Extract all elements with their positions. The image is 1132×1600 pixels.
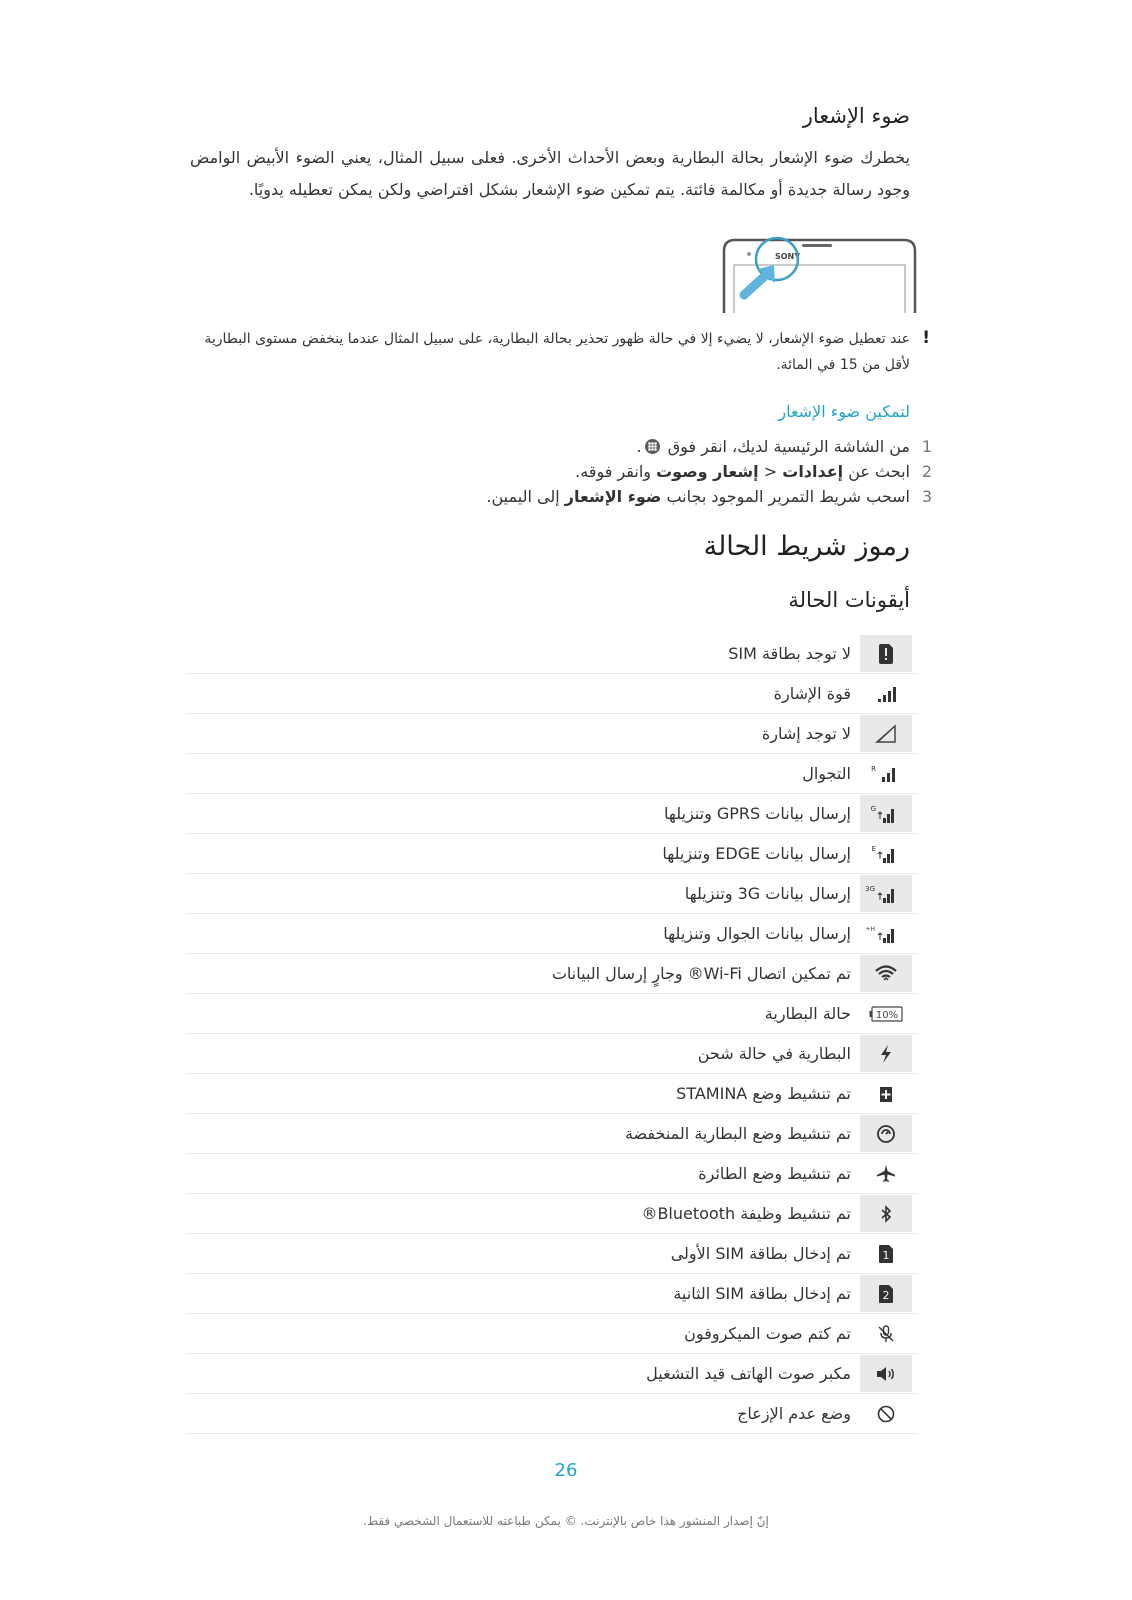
status-icon-label: تم تنشيط وضع STAMINA <box>676 1084 851 1103</box>
no-signal-icon <box>875 724 897 744</box>
status-icon-label: التجوال <box>802 764 851 783</box>
bluetooth-icon <box>879 1204 893 1224</box>
mobile-data-icon <box>865 923 897 945</box>
step-text-end: إلى اليمين. <box>486 487 565 506</box>
status-icon-label: لا توجد بطاقة SIM <box>728 644 851 663</box>
status-icons-subtitle: أيقونات الحالة <box>788 588 910 612</box>
page-footer: إنّ إصدار المنشور هذا خاص بالإنترنت. © يمكن طباعته للاستعمال الشخصي فقط. <box>363 1514 769 1528</box>
status-icon-label: إرسال بيانات الجوال وتنزيلها <box>663 924 851 943</box>
table-row <box>186 1194 917 1234</box>
status-icon-label: تم تمكين اتصال Wi-Fi® وجارٍ إرسال البيانات <box>551 964 851 983</box>
edge-icon <box>871 843 897 865</box>
status-icon-label: إرسال بيانات GPRS وتنزيلها <box>663 804 851 823</box>
roaming-icon <box>871 764 897 784</box>
speaker-icon <box>875 1364 897 1384</box>
low-battery-mode-icon <box>876 1124 896 1144</box>
battery-percent-text: 10% <box>875 1009 899 1021</box>
status-icon-label: حالة البطارية <box>764 1004 851 1023</box>
status-icon-label: تم إدخال بطاقة SIM الثانية <box>673 1284 851 1303</box>
status-icon-label: تم تنشيط وضع البطارية المنخفضة <box>624 1124 851 1143</box>
phone-brand-text: SONY <box>774 252 800 261</box>
svg-text:R: R <box>871 764 876 773</box>
phone-illustration <box>722 237 917 313</box>
svg-text:H+: H+ <box>865 925 875 933</box>
status-bar-icons-title: رموز شريط الحالة <box>703 531 910 562</box>
table-row <box>186 1034 917 1074</box>
status-icon-label: تم تنشيط وظيفة Bluetooth® <box>641 1204 851 1223</box>
step-text: من الشاشة الرئيسية لديك، انقر فوق <box>662 437 910 456</box>
warning-icon: ! <box>922 328 930 348</box>
svg-text:G: G <box>870 804 876 813</box>
table-row <box>186 1154 917 1194</box>
battery-icon <box>869 1005 903 1023</box>
status-icon-label: إرسال بيانات EDGE وتنزيلها <box>662 844 851 863</box>
table-row <box>186 1274 917 1314</box>
status-icon-label: قوة الإشارة <box>773 684 851 703</box>
table-row <box>186 1114 917 1154</box>
table-row <box>186 1314 917 1354</box>
step-number: 1 <box>921 437 933 456</box>
status-icon-label: مكبر صوت الهاتف قيد التشغيل <box>646 1364 851 1383</box>
do-not-disturb-icon <box>876 1404 896 1424</box>
status-icon-label: لا توجد إشارة <box>761 724 851 743</box>
wifi-icon <box>875 964 897 984</box>
status-icon-label: البطارية في حالة شحن <box>697 1044 851 1063</box>
table-row <box>186 994 917 1034</box>
step-text-end: وانقر فوقه. <box>575 462 657 481</box>
table-row <box>186 714 917 754</box>
no-sim-icon <box>876 643 896 665</box>
sim1-number: 1 <box>882 1248 890 1262</box>
step-text-end: . <box>636 437 642 456</box>
table-row <box>186 914 917 954</box>
gprs-icon <box>870 803 897 825</box>
step-item <box>190 434 934 459</box>
step-separator: < <box>758 462 783 481</box>
status-icon-label: تم تنشيط وضع الطائرة <box>698 1164 851 1183</box>
mic-muted-icon <box>876 1324 896 1344</box>
steps-list <box>190 434 934 509</box>
status-icons-table <box>186 634 917 1434</box>
table-row <box>186 674 917 714</box>
status-icon-label: وضع عدم الإزعاج <box>737 1404 851 1423</box>
svg-text:3G: 3G <box>865 884 875 893</box>
section-title-notification-light: ضوء الإشعار <box>802 104 910 128</box>
table-row <box>186 834 917 874</box>
app-screen-icon[interactable] <box>645 439 660 454</box>
settings-term: إعدادات <box>782 462 844 481</box>
step-number: 2 <box>921 462 933 481</box>
sim2-icon <box>878 1284 894 1304</box>
status-icon-label: تم كتم صوت الميكروفون <box>684 1324 851 1343</box>
table-row <box>186 1354 917 1394</box>
sim2-number: 2 <box>882 1288 890 1302</box>
notification-light-description: يخطرك ضوء الإشعار بحالة البطارية وبعض الأحداث الأخرى. فعلى سبيل المثال، يعني الضوء الأبيض الوامض وجود رسالة جديدة أو مكالمة فائتة. يتم تمكين ضوء الإشعار بشكل افتراضي ولكن يمكن تعطيله يدويًا. <box>190 148 910 199</box>
stamina-icon <box>878 1085 894 1103</box>
step-item <box>190 484 934 509</box>
table-row <box>186 1234 917 1274</box>
table-row <box>186 954 917 994</box>
page-number: 26 <box>554 1460 578 1481</box>
charging-icon <box>878 1044 894 1064</box>
3g-icon <box>865 883 897 905</box>
table-row <box>186 754 917 794</box>
table-row <box>186 794 917 834</box>
notification-light-note: عند تعطيل ضوء الإشعار، لا يضيء إلا في حالة ظهور تحذير بحالة البطارية، على سبيل المثال عندما ينخفض مستوى البطارية لأقل من 15 في المائة. <box>204 331 910 373</box>
notification-light-term: ضوء الإشعار <box>564 487 662 506</box>
table-row <box>186 874 917 914</box>
step-number: 3 <box>921 487 933 506</box>
step-text: اسحب شريط التمرير الموجود بجانب <box>661 487 910 506</box>
status-icon-label: إرسال بيانات 3G وتنزيلها <box>684 884 851 903</box>
table-row <box>186 634 917 674</box>
table-row <box>186 1074 917 1114</box>
svg-text:E: E <box>871 844 876 853</box>
notification-sound-term: إشعار وصوت <box>656 462 759 481</box>
enable-notification-light-heading: لتمكين ضوء الإشعار <box>778 402 910 421</box>
airplane-icon <box>876 1164 896 1184</box>
step-item <box>190 459 934 484</box>
sim1-icon <box>878 1244 894 1264</box>
step-text: ابحث عن <box>843 462 910 481</box>
signal-strength-icon <box>875 684 897 704</box>
status-icon-label: تم إدخال بطاقة SIM الأولى <box>670 1244 851 1263</box>
table-row <box>186 1394 917 1434</box>
